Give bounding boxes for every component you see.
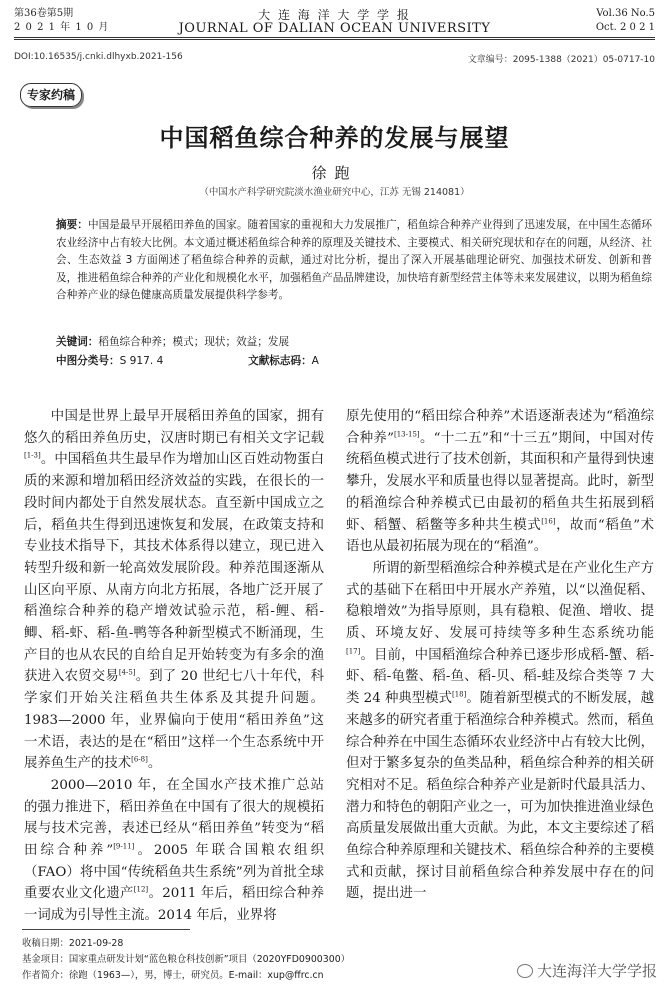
paragraph-text: 所谓的新型稻渔综合种养模式是在产业化生产方式的基础下在稻田中开展水产养殖，以“以渔促稻、稳粮增效”为指导原则，具有稳粮、促渔、增收、提质、环境友好、发展可持续等多种生态系统功能: [346, 560, 654, 642]
body-column-right: [346, 406, 654, 905]
citation-ref: [6-8]: [131, 755, 148, 764]
paragraph-text: 。: [147, 756, 162, 772]
body-column-left: [24, 406, 324, 927]
citation-ref: [4-5]: [118, 668, 136, 677]
author-name: 徐跑: [311, 164, 358, 182]
citation-ref: [16]: [541, 517, 556, 526]
abstract-label: 摘要：: [56, 219, 88, 231]
citation-ref: [18]: [452, 690, 467, 699]
author-affiliation: （中国水产科学研究院淡水渔业研究中心，江苏 无锡 214081）: [199, 187, 470, 198]
journal-name-cn: 大 连 海 洋 大 学 学 报: [258, 8, 411, 22]
keywords-text: 稻鱼综合种养；模式；现状；效益；发展: [98, 336, 290, 348]
citation-ref: [1-3]: [24, 451, 41, 460]
citation-ref: [17]: [346, 647, 361, 656]
author-bio: 作者简介：徐跑（1963—），男，博士，研究员。E-mail：xup@ffrc.cn: [22, 970, 324, 981]
paragraph-text: 中国是世界上最早开展稻田养鱼的国家，拥有悠久的稻田养鱼历史，汉唐时期已有相关文字记载: [24, 409, 324, 446]
body-paragraph: [24, 775, 324, 927]
abstract: [56, 217, 652, 305]
paragraph-text: 。目前，中国稻渔综合种养已逐步形成稻-蟹、稻-虾、稻-龟鳖、稻-鱼、稻-贝、稻-蛙及综合类等 7 大类 24 种典型模式: [346, 647, 654, 707]
header-rule: [14, 37, 655, 38]
paragraph-text: ，故而“稻鱼”术语也从最初拓展为现在的“稻渔”。: [346, 517, 655, 555]
body-paragraph: [24, 406, 324, 775]
wechat-icon: [517, 964, 533, 978]
paragraph-text: 。中国稻鱼共生最早作为增加山区百姓动物蛋白质的来源和增加稻田经济效益的实践，在很长的一段时间内都处于自然发展状态。直至新中国成立之后，稻鱼共生得到迅速恢复和发展，在政策支持和专业技术指导下，其技术体系得以建立，现已进入转型升级和新一轮高效发展阶段。种养范围逐渐从山区向平原、从南方向北方拓展，各地广泛开展了稻渔综合种养的稳产增效试验示范，稻-鲤、稻-鲫、稻-虾、稻-鱼-鸭等各种新型模式不断涌现，生产目的也从农民的自给自足开始转变为有多余的渔获进入农贸交易: [24, 452, 324, 685]
paper-title: 中国稻鱼综合种养的发展与展望: [159, 124, 510, 152]
body-paragraph: [346, 406, 654, 558]
body-paragraph: [346, 558, 654, 905]
date-cn: 2 0 2 1 年 1 0 月: [14, 22, 110, 33]
abstract-text: 中国是最早开展稻田养鱼的国家。随着国家的重视和大力发展推广，稻鱼综合种养产业得到了迅速发展，在中国生态循环农业经济中占有较大比例。本文通过概述稻鱼综合种养的原理及关键技术、主要模式、相关研究现状和存在的问题，从经济、社会、生态效益 3 方面阐述了稻鱼综合种养的贡献，通过对比分析，提出了深入开展基础理论研究、加强技术研发、创新和普及，推进稻鱼综合种养的产业化和规模化水平，加强稻鱼产品品牌建设，加快培育新型经营主体等未来发展建议，以期为稻鱼综合种养产业的绿色健康高质量发展提供科学参考。: [56, 219, 653, 302]
paragraph-text: 原先使用的“稻田综合种养”术语逐渐表述为“稻渔综合种养”: [346, 409, 654, 446]
paragraph-text: 。2005 年联合国粮农组织（FAO）将中国“传统稻鱼共生系统”列为首批全球重要农业文化遗产: [24, 843, 324, 902]
watermark-text: 大连海洋大学学报: [536, 962, 657, 980]
wechat-watermark: [517, 960, 657, 981]
citation-ref: [12]: [133, 886, 149, 894]
received-date: 收稿日期：2021-09-28: [22, 938, 124, 949]
classification-line: [56, 353, 652, 371]
keywords: [56, 334, 652, 352]
paragraph-text: 。2011 年后，稻田综合种养一词成为引导性主流。2014 年后，业界将: [24, 886, 324, 924]
header-rule-thin: [14, 39, 655, 40]
doi: DOI:10.16535/j.cnki.dlhyxb.2021-156: [14, 52, 183, 62]
journal-name-en: JOURNAL OF DALIAN OCEAN UNIVERSITY: [178, 21, 491, 36]
clc-label: 中图分类号：: [56, 355, 120, 367]
citation-ref: [13-15]: [393, 430, 420, 439]
paragraph-text: 。随着新型模式的不断发展，越来越多的研究者重于稻渔综合种养模式。然而，稻鱼综合种养在中国生态循环农业经济中占有较大比例，但对于繁多复杂的鱼类品种，稻鱼综合种养的相关研究相对不足。稻鱼综合种养产业是新时代最具活力、潜力和特色的朝阳产业之一，可为加快推进渔业绿色高质量发展做出重大贡献。为此，本文主要综述了稻鱼综合种养原理和关键技术、稻鱼综合种养的主要模式和贡献，探讨目前稻鱼综合种养发展中存在的问题，提出进一: [346, 691, 655, 902]
volume-issue-en: Vol.36 No.5: [596, 8, 655, 19]
citation-ref: [9-11]: [113, 842, 135, 851]
doc-code-label: 文献标志码：: [248, 355, 312, 367]
clc-code: S 917. 4: [119, 355, 164, 367]
footnote-rule: [22, 929, 190, 930]
keywords-label: 关键词：: [56, 336, 99, 348]
paragraph-text: 2000—2010 年，在全国水产技术推广总站的强力推进下，稻田养鱼在中国有了很大的规模拓展与技术完善，表述已经从“稻田养鱼”转变为“稻田综合种养”: [24, 777, 324, 859]
date-en: Oct. 2 0 2 1: [595, 22, 655, 33]
paragraph-text: 。到了 20 世纪七八十年代，科学家们开始关注稻鱼共生体系及其提升问题。1983—2000 年，业界偏向于使用“稻田养鱼”这一术语，表达的是在“稻田”这样一个生态系统中开展养鱼生产的技术: [24, 669, 324, 772]
article-number: 文章编号：2095-1388（2021）05-0717-10: [467, 55, 655, 65]
volume-issue-cn: 第36卷第5期: [14, 8, 74, 19]
paragraph-text: 。“十二五”和“十三五”期间，中国对传统稻鱼模式进行了技术创新，其面积和产量得到快速攀升，发展水平和质量也得以显著提高。此时，新型的稻渔综合种养模式已由最初的稻鱼共生拓展到稻虾、稻蟹、稻鳖等多种共生模式: [346, 430, 654, 533]
expert-invited-tag: 专家约稿: [20, 83, 82, 107]
doc-code: A: [311, 355, 319, 367]
fund-info: 基金项目：国家重点研发计划“蓝色粮仓科技创新”项目（2020YFD0900300）: [22, 954, 351, 965]
